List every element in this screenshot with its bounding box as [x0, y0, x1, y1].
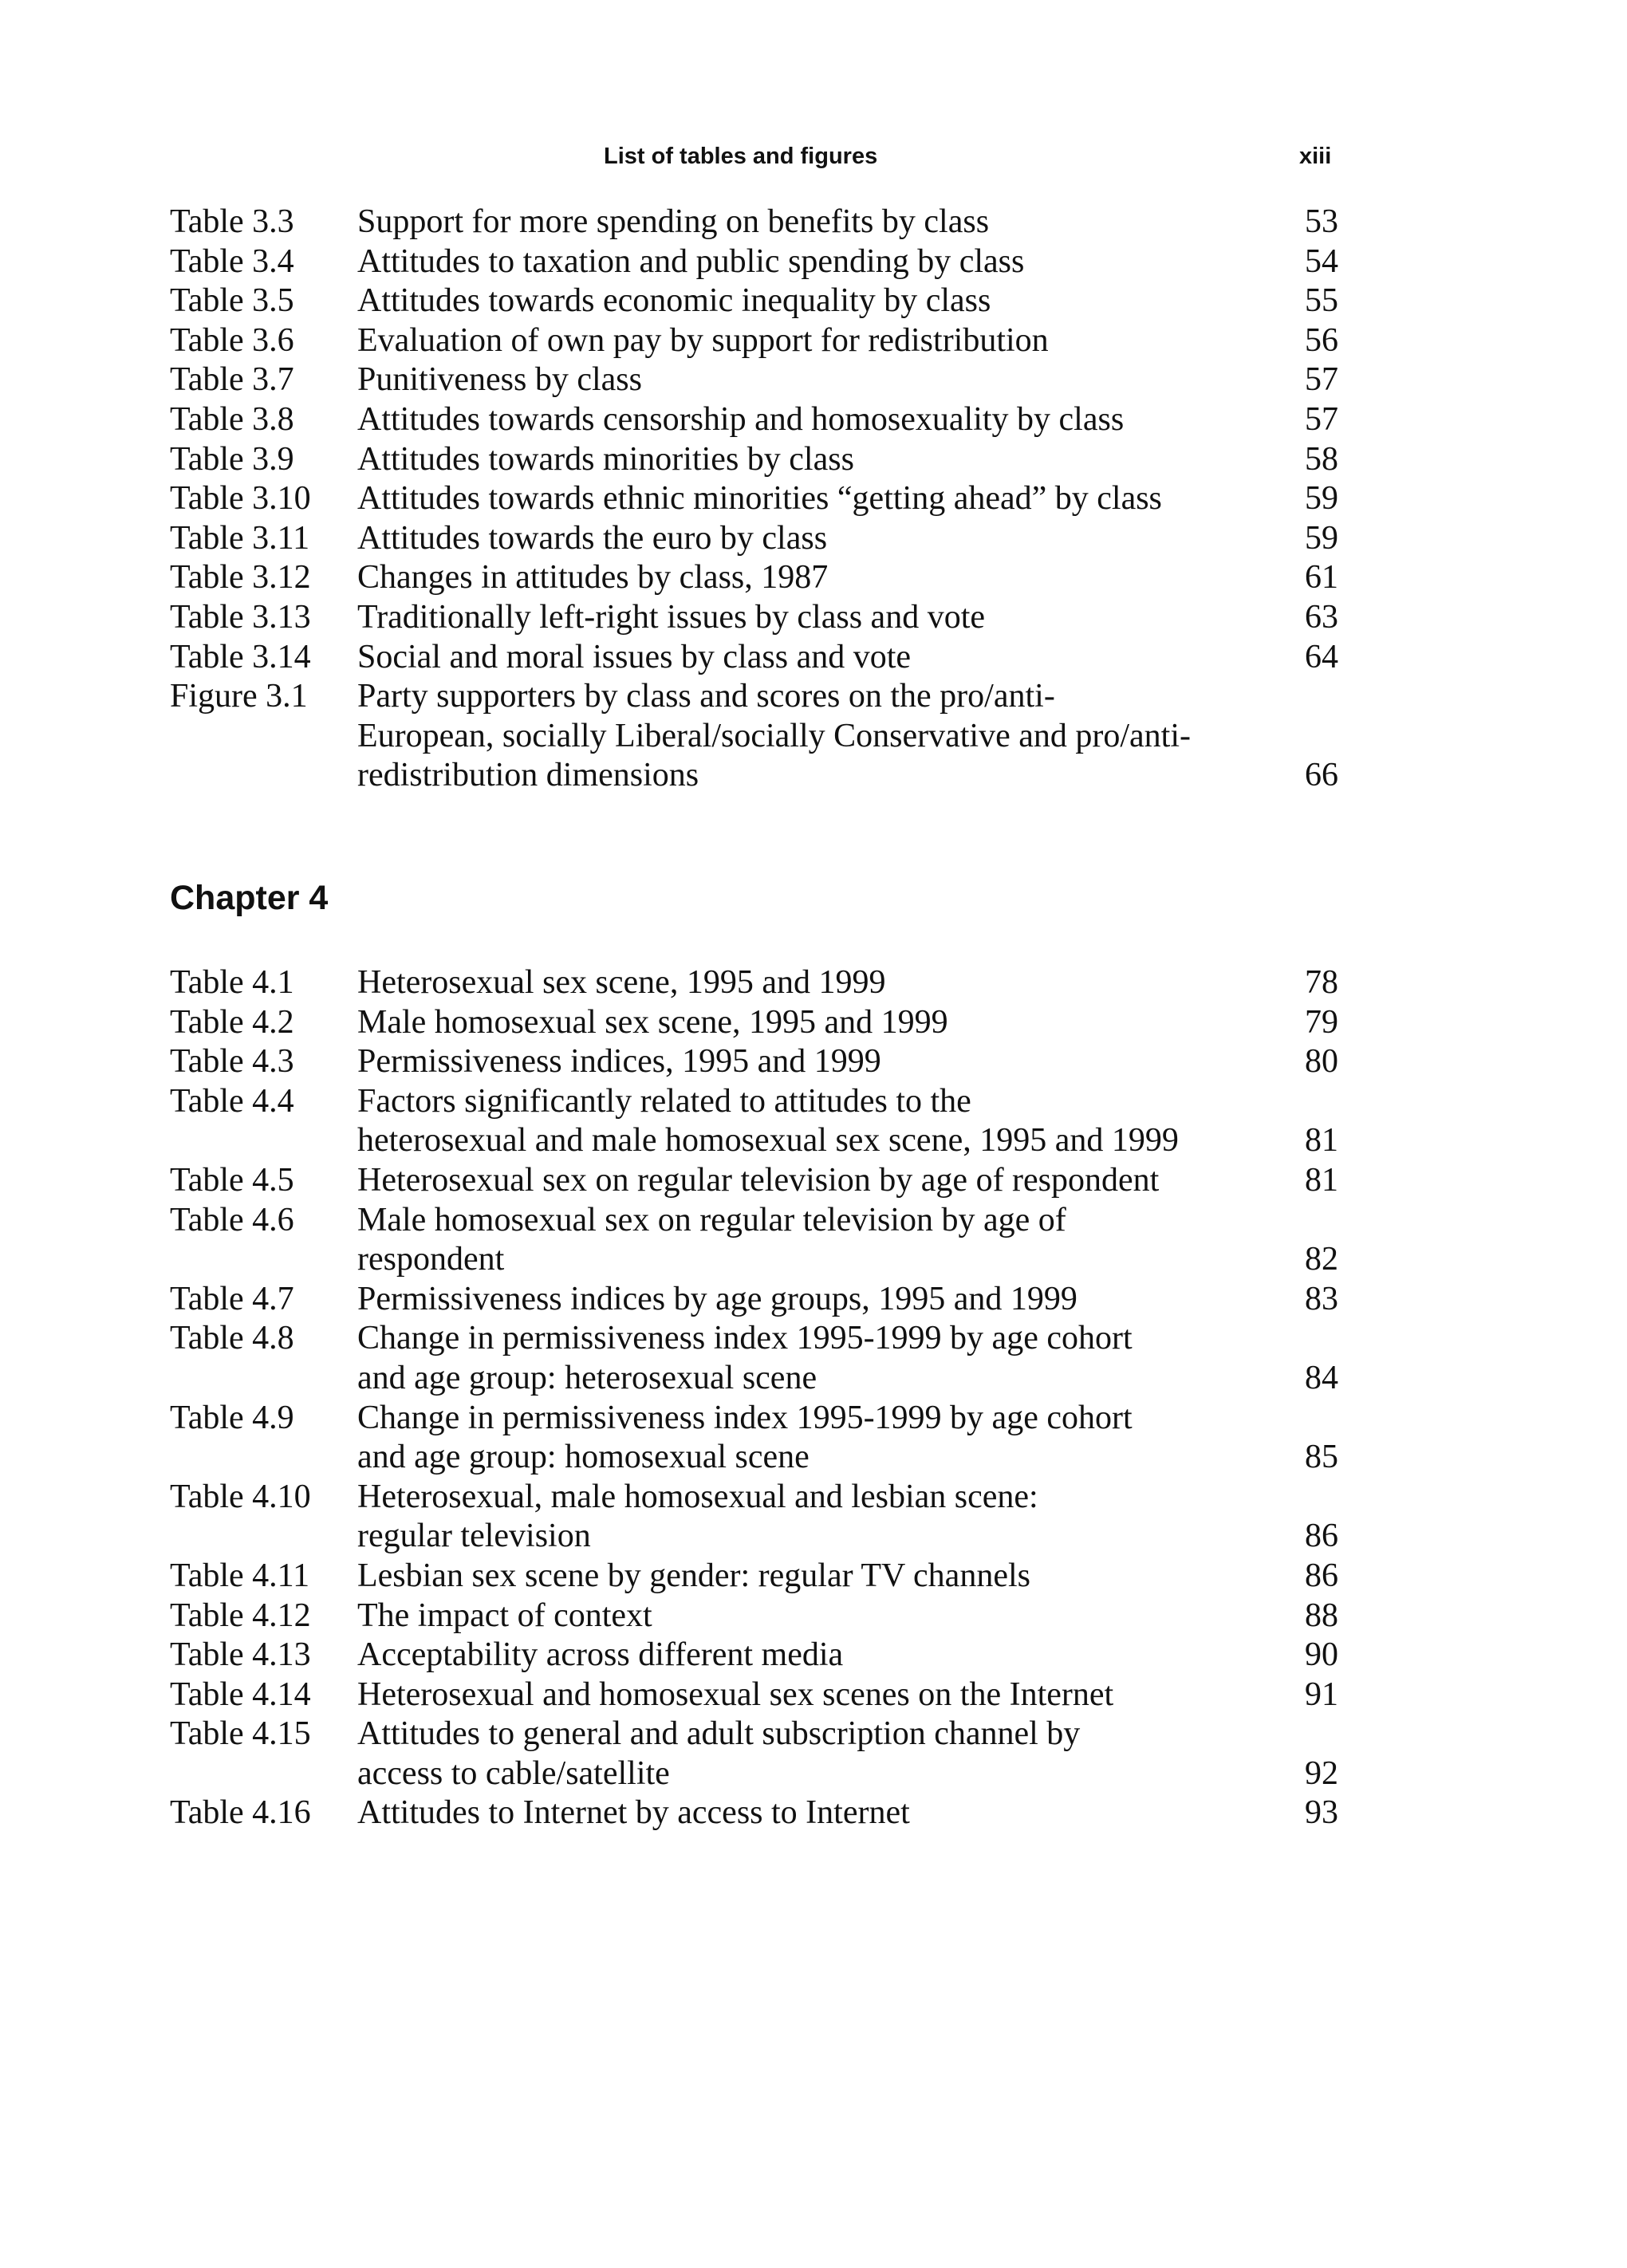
- entry-title: Male homosexual sex on regular television by age of respondent: [357, 1201, 1066, 1278]
- toc-entry: [170, 1675, 1354, 1715]
- entry-page: 91: [1305, 1675, 1338, 1713]
- entry-label: Table 4.16: [170, 1794, 311, 1832]
- toc-entry: [170, 479, 1354, 519]
- entry-title: Changes in attitudes by class, 1987: [357, 559, 829, 597]
- entry-title: Heterosexual and homosexual sex scenes on the Internet: [357, 1675, 1114, 1713]
- entry-label: Table 4.5: [170, 1161, 294, 1199]
- toc-entry: [170, 519, 1354, 559]
- entry-label: Table 4.11: [170, 1557, 310, 1594]
- entry-title: Attitudes towards the euro by class: [357, 519, 828, 557]
- toc-entry: [170, 1042, 1354, 1082]
- entry-title: Attitudes towards ethnic minorities “getting ahead” by class: [357, 480, 1162, 518]
- toc-entry: [170, 638, 1354, 678]
- entry-label: Table 3.14: [170, 638, 311, 675]
- entry-title: The impact of context: [357, 1597, 652, 1634]
- entry-label: Table 4.13: [170, 1636, 311, 1674]
- toc-entry: [170, 1557, 1354, 1597]
- toc-entry: [170, 1636, 1354, 1675]
- entry-page: 83: [1305, 1280, 1338, 1317]
- entry-page: 57: [1305, 361, 1338, 399]
- entry-title: Acceptability across different media: [357, 1636, 844, 1674]
- entry-page: 80: [1305, 1043, 1338, 1081]
- entry-title: Male homosexual sex scene, 1995 and 1999: [357, 1003, 948, 1041]
- toc-entry: [170, 963, 1354, 1003]
- toc-entry: [170, 1319, 1354, 1398]
- entry-page: 81: [1305, 1122, 1338, 1160]
- entry-title: Social and moral issues by class and vote: [357, 638, 912, 675]
- entry-label: Table 4.7: [170, 1280, 294, 1317]
- entry-label: Table 4.4: [170, 1082, 294, 1120]
- entry-title: Attitudes towards censorship and homosexuality by class: [357, 400, 1125, 438]
- entry-title: Change in permissiveness index 1995-1999 by age cohort and age group: homosexual scene: [357, 1399, 1133, 1476]
- entry-title: Heterosexual sex scene, 1995 and 1999: [357, 964, 886, 1001]
- entry-label: Table 4.12: [170, 1597, 311, 1634]
- entry-label: Table 3.3: [170, 203, 294, 240]
- toc-entry: [170, 677, 1354, 796]
- entry-label: Table 4.15: [170, 1715, 311, 1753]
- entry-page: 59: [1305, 519, 1338, 557]
- entry-page: 59: [1305, 480, 1338, 518]
- entry-page: 86: [1305, 1518, 1338, 1555]
- entry-label: Table 4.10: [170, 1478, 311, 1515]
- entry-label: Table 3.6: [170, 321, 294, 359]
- entry-label: Table 3.8: [170, 400, 294, 438]
- entry-label: Table 4.14: [170, 1675, 311, 1713]
- toc-entry: [170, 203, 1354, 242]
- entry-page: 56: [1305, 321, 1338, 359]
- toc-entry: [170, 282, 1354, 321]
- entry-page: 57: [1305, 400, 1338, 438]
- entry-page: 93: [1305, 1794, 1338, 1832]
- entry-title: Attitudes towards economic inequality by class: [357, 282, 991, 320]
- entry-page: 66: [1305, 757, 1338, 794]
- entry-title: Permissiveness indices, 1995 and 1999: [357, 1043, 881, 1081]
- toc-entry: [170, 1399, 1354, 1478]
- entry-label: Table 3.7: [170, 361, 294, 399]
- entry-label: Table 4.2: [170, 1003, 294, 1041]
- entry-title: Traditionally left-right issues by class and vote: [357, 598, 986, 636]
- page-number: xiii: [1299, 144, 1332, 169]
- toc-entry: [170, 1201, 1354, 1280]
- entry-page: 86: [1305, 1557, 1338, 1594]
- entry-title: Attitudes to taxation and public spending by class: [357, 242, 1025, 280]
- toc-entry: [170, 1478, 1354, 1557]
- entry-label: Table 3.13: [170, 598, 311, 636]
- chapter-4-heading: Chapter 4: [170, 879, 329, 917]
- entry-page: 78: [1305, 964, 1338, 1001]
- entry-title: Change in permissiveness index 1995-1999 by age cohort and age group: heterosexual scene: [357, 1320, 1133, 1396]
- entry-label: Table 4.6: [170, 1201, 294, 1238]
- entry-title: Attitudes to general and adult subscription channel by access to cable/satellite: [357, 1715, 1081, 1792]
- entry-page: 55: [1305, 282, 1338, 320]
- entry-page: 92: [1305, 1754, 1338, 1792]
- toc-entry: [170, 242, 1354, 282]
- entry-page: 84: [1305, 1359, 1338, 1396]
- entry-title: Permissiveness indices by age groups, 1995 and 1999: [357, 1280, 1077, 1317]
- chapter-4-entry-list: [170, 963, 1354, 1833]
- entry-title: Lesbian sex scene by gender: regular TV channels: [357, 1557, 1030, 1594]
- chapter-3-entry-list: [170, 203, 1354, 796]
- entry-label: Table 3.12: [170, 559, 311, 597]
- toc-entry: [170, 558, 1354, 598]
- entry-label: Table 3.11: [170, 519, 310, 557]
- entry-title: Support for more spending on benefits by class: [357, 203, 990, 240]
- toc-entry: [170, 1280, 1354, 1320]
- entry-label: Table 3.4: [170, 242, 294, 280]
- entry-label: Table 4.3: [170, 1043, 294, 1081]
- toc-entry: [170, 1003, 1354, 1043]
- entry-page: 81: [1305, 1161, 1338, 1199]
- entry-page: 58: [1305, 440, 1338, 478]
- entry-page: 63: [1305, 598, 1338, 636]
- running-header: [0, 140, 1627, 172]
- entry-label: Figure 3.1: [170, 678, 308, 715]
- toc-entry: [170, 1161, 1354, 1201]
- toc-entry: [170, 1082, 1354, 1161]
- entry-page: 64: [1305, 638, 1338, 675]
- entry-title: Heterosexual sex on regular television by age of respondent: [357, 1161, 1160, 1199]
- running-title: List of tables and figures: [604, 144, 878, 169]
- toc-entry: [170, 360, 1354, 400]
- entry-page: 53: [1305, 203, 1338, 240]
- entry-label: Table 3.5: [170, 282, 294, 320]
- toc-entry: [170, 321, 1354, 361]
- entry-page: 88: [1305, 1597, 1338, 1634]
- entry-title: Factors significantly related to attitudes to the heterosexual and male homosexual sex scene, 1995 and 1999: [357, 1082, 1179, 1160]
- toc-entry: [170, 598, 1354, 638]
- entry-title: Attitudes towards minorities by class: [357, 440, 854, 478]
- entry-page: 79: [1305, 1003, 1338, 1041]
- entry-page: 61: [1305, 559, 1338, 597]
- entry-page: 82: [1305, 1241, 1338, 1278]
- entry-label: Table 4.1: [170, 964, 294, 1001]
- entry-title: Attitudes to Internet by access to Internet: [357, 1794, 910, 1832]
- toc-entry: [170, 400, 1354, 440]
- toc-entry: [170, 1794, 1354, 1833]
- entry-page: 54: [1305, 242, 1338, 280]
- entry-title: Evaluation of own pay by support for redistribution: [357, 321, 1049, 359]
- entry-label: Table 3.9: [170, 440, 294, 478]
- entry-label: Table 3.10: [170, 480, 311, 518]
- toc-entry: [170, 1597, 1354, 1636]
- entry-label: Table 4.8: [170, 1320, 294, 1357]
- toc-entry: [170, 1715, 1354, 1794]
- entry-page: 85: [1305, 1439, 1338, 1476]
- entry-label: Table 4.9: [170, 1399, 294, 1436]
- entry-title: Heterosexual, male homosexual and lesbian scene: regular television: [357, 1478, 1038, 1555]
- entry-title: Party supporters by class and scores on the pro/anti- European, socially Liberal/socially Conservative and pro/anti- redistribution dimensions: [357, 678, 1191, 794]
- entry-page: 90: [1305, 1636, 1338, 1674]
- toc-entry: [170, 440, 1354, 480]
- entry-title: Punitiveness by class: [357, 361, 642, 399]
